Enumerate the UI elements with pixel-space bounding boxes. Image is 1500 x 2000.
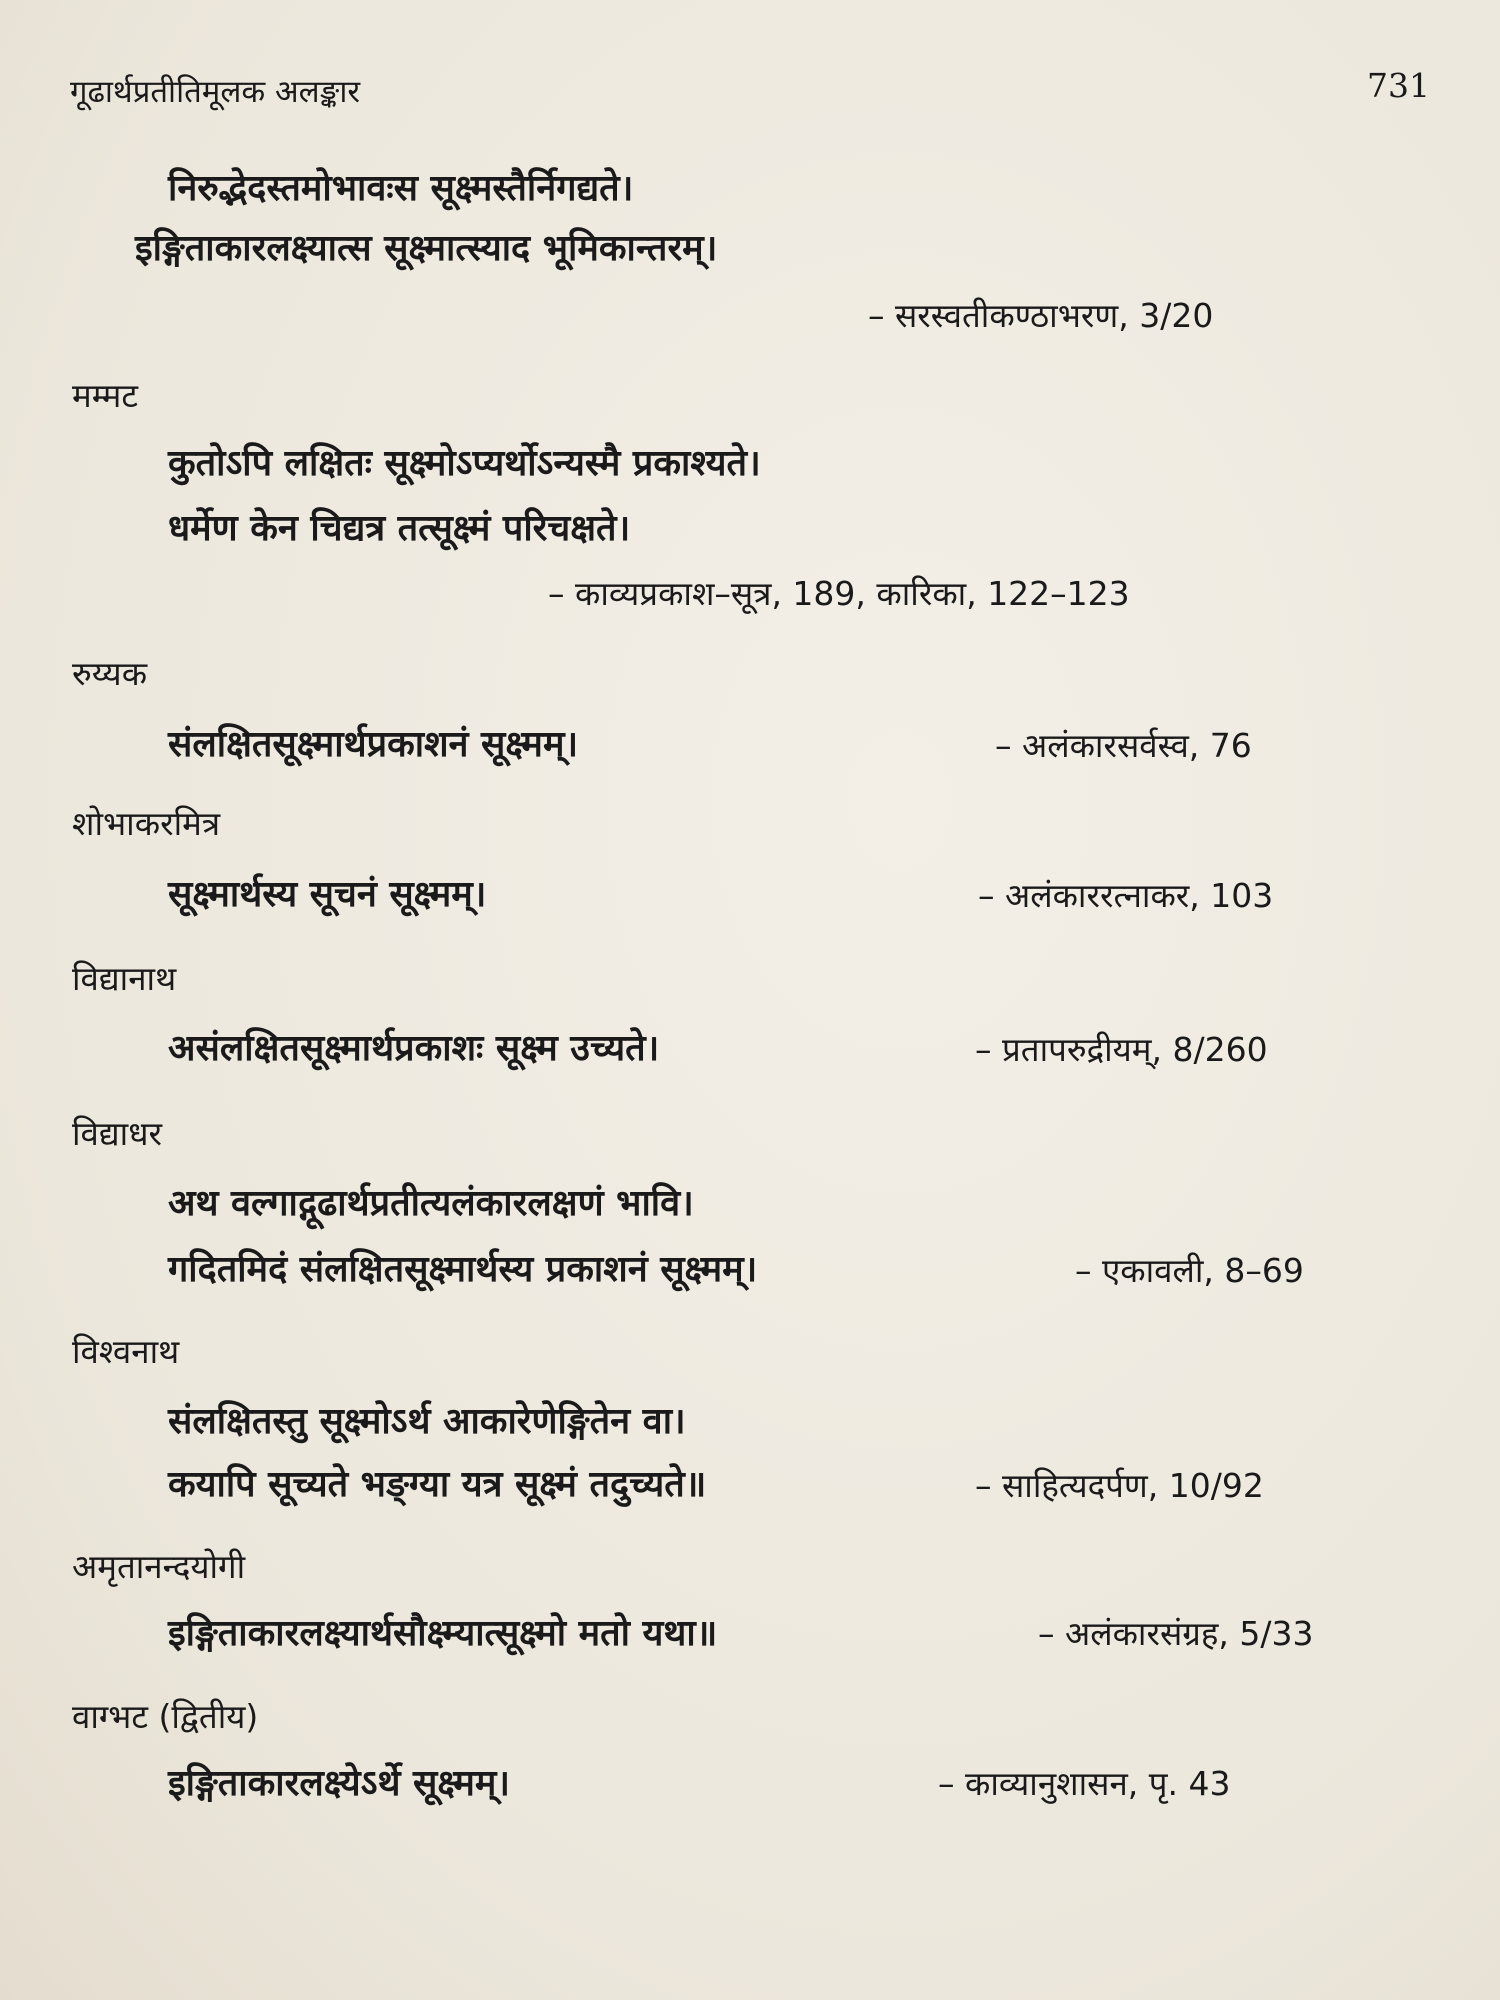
author-name: मम्मट — [72, 376, 138, 415]
source-citation: – साहित्यदर्पण, 10/92 — [975, 1466, 1264, 1505]
page-header — [70, 62, 1430, 112]
verse-line: सूक्ष्मार्थस्य सूचनं सूक्ष्मम्। — [168, 874, 487, 915]
verse-line: इङ्गिताकारलक्ष्यात्स सूक्ष्मात्स्याद भूमिकान्तरम्। — [135, 228, 718, 269]
author-name: रुय्यक — [72, 654, 148, 693]
verse-line: संलक्षितस्तु सूक्ष्मोऽर्थ आकारेणेङ्गितेन वा। — [168, 1401, 686, 1442]
source-citation: – अलंकारसंग्रह, 5/33 — [1038, 1614, 1314, 1653]
verse-line: असंलक्षितसूक्ष्मार्थप्रकाशः सूक्ष्म उच्यते। — [168, 1028, 660, 1069]
verse-line: अथ वल्गाद्गूढार्थप्रतीत्यलंकारलक्षणं भावि। — [168, 1183, 694, 1224]
source-citation: – अलंकाररत्नाकर, 103 — [978, 876, 1274, 915]
verse-line: संलक्षितसूक्ष्मार्थप्रकाशनं सूक्ष्मम्। — [168, 724, 579, 765]
source-citation: – काव्यानुशासन, पृ. 43 — [938, 1764, 1231, 1803]
author-name: विद्यानाथ — [72, 959, 177, 998]
author-name: विद्याधर — [72, 1114, 163, 1153]
author-name: विश्वनाथ — [72, 1332, 180, 1371]
page-number: 731 — [1367, 66, 1430, 105]
verse-line: इङ्गिताकारलक्ष्येऽर्थे सूक्ष्मम्। — [168, 1763, 511, 1804]
source-citation: – प्रतापरुद्रीयम्, 8/260 — [975, 1030, 1268, 1069]
verse-line: कयापि सूच्यते भङ्ग्या यत्र सूक्ष्मं तदुच्यते॥ — [168, 1464, 707, 1505]
source-citation: – सरस्वतीकण्ठाभरण, 3/20 — [868, 296, 1214, 335]
verse-line: गदितमिदं संलक्षितसूक्ष्मार्थस्य प्रकाशनं सूक्ष्मम्। — [168, 1249, 758, 1290]
author-name: वाग्भट (द्वितीय) — [72, 1697, 259, 1736]
source-citation: – काव्यप्रकाश–सूत्र, 189, कारिका, 122–123 — [548, 574, 1130, 613]
author-name: अमृतानन्दयोगी — [72, 1547, 246, 1586]
running-title: गूढार्थप्रतीतिमूलक अलङ्कार — [70, 74, 361, 110]
author-name: शोभाकरमित्र — [72, 804, 221, 843]
verse-line: इङ्गिताकारलक्ष्यार्थसौक्ष्म्यात्सूक्ष्मो मतो यथा॥ — [168, 1613, 718, 1654]
verse-line: निरुद्भेदस्तमोभावःस सूक्ष्मस्तैर्निगद्यते। — [168, 168, 634, 209]
source-citation: – अलंकारसर्वस्व, 76 — [995, 726, 1252, 765]
source-citation: – एकावली, 8–69 — [1075, 1251, 1304, 1290]
verse-line: कुतोऽपि लक्षितः सूक्ष्मोऽप्यर्थोऽन्यस्मै प्रकाश्यते। — [168, 443, 761, 484]
verse-line: धर्मेण केन चिद्यत्र तत्सूक्ष्मं परिचक्षते। — [168, 508, 631, 549]
